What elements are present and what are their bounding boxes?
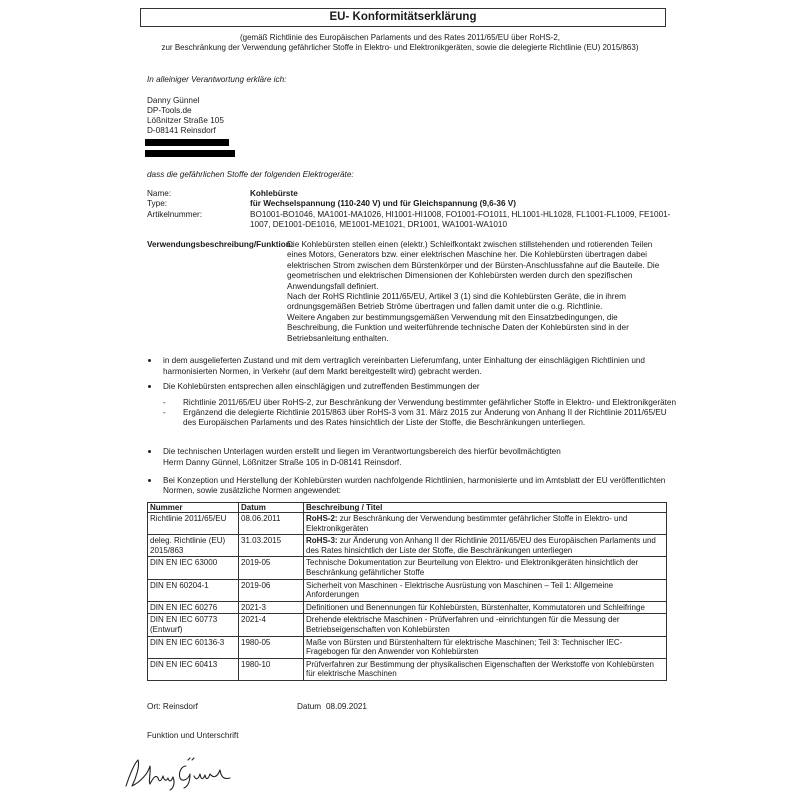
table-row bbox=[148, 579, 667, 601]
table-row bbox=[148, 636, 667, 658]
cell-number: DIN EN IEC 60276 bbox=[148, 601, 239, 614]
cell-date: 2021-3 bbox=[239, 601, 304, 614]
cell-date: 2019-05 bbox=[239, 557, 304, 579]
cell-number: deleg. Richtlinie (EU) 2015/863 bbox=[148, 535, 239, 557]
cell-title bbox=[304, 535, 667, 557]
place-text: Ort: Reinsdorf bbox=[147, 702, 198, 711]
statement-text: dass die gefährlichen Stoffe der folgenden Elektrogeräte: bbox=[147, 170, 354, 179]
table-row bbox=[148, 513, 667, 535]
table-header-row bbox=[148, 503, 667, 513]
date-label: Datum bbox=[297, 702, 322, 711]
cell-number: DIN EN IEC 60773 (Entwurf) bbox=[148, 614, 239, 636]
cell-date: 31.03.2015 bbox=[239, 535, 304, 557]
cell-date: 1980-10 bbox=[239, 658, 304, 680]
column-header-titel: Beschreibung / Titel bbox=[304, 503, 667, 513]
cell-title: Prüfverfahren zur Bestimmung der physikalischen Eigenschaften der Werkstoffe von Kohlebürsten für elektrische Maschinen bbox=[304, 658, 667, 680]
address-city: D-08141 Reinsdorf bbox=[147, 126, 216, 135]
cell-title: Maße von Bürsten und Bürstenhaltern für elektrische Maschinen; Teil 3: Technischer IEC-Fragebogen für den Anwender von Kohlebürsten bbox=[304, 636, 667, 658]
norms-table bbox=[147, 502, 667, 681]
table-row bbox=[148, 535, 667, 557]
redacted-block-2 bbox=[145, 150, 235, 157]
cell-title-bold: RoHS-2: bbox=[306, 514, 338, 523]
cell-number: DIN EN IEC 60413 bbox=[148, 658, 239, 680]
usage-line: Beschreibung, die Funktion und weiterführende technische Daten der Kohlebürsten sind in der bbox=[287, 323, 629, 333]
dash-item-2-line-1: Ergänzend die delegierte Richtlinie 2015/863 über RoHS-3 vom 31. März 2015 zur Änderung von Anhang II der Richtlinie 2011/65/EU bbox=[183, 408, 667, 417]
usage-line: Anwendungsfall definiert. bbox=[287, 281, 379, 291]
cell-date: 1980-05 bbox=[239, 636, 304, 658]
intro-text: In alleiniger Verantwortung erkläre ich: bbox=[147, 75, 287, 84]
article-label: Artikelnummer: bbox=[147, 210, 203, 219]
dash-marker: - bbox=[163, 398, 166, 407]
address-name: Danny Günnel bbox=[147, 96, 200, 105]
article-line-1: BO1001-BO1046, MA1001-MA1026, HI1001-HI1008, FO1001-FO1011, HL1001-HL1028, FL1001-FL1009, FE1001- bbox=[250, 210, 671, 219]
name-label: Name: bbox=[147, 189, 172, 198]
cell-number: DIN EN 60204-1 bbox=[148, 579, 239, 601]
subtitle-line-2: zur Beschränkung der Verwendung gefährlicher Stoffe in Elektro- und Elektronikgeräten, sowie die delegierte Richtlinie (EU) 2015/863) bbox=[161, 43, 639, 52]
redacted-block-1 bbox=[145, 139, 229, 146]
bullet-1-line-2: harmonisierten Normen, in Verkehr (auf dem Markt bereitgestellt wird) gebracht werden. bbox=[163, 367, 482, 376]
article-line-2: 1007, DE1001-DE1016, ME1001-ME1021, DR1001, WA1001-WA1010 bbox=[250, 220, 507, 229]
usage-line: ordnungsgemäßen Betrieb Ströme übertragen und fallen damit unter die o.g. Richtlinie. bbox=[287, 302, 603, 312]
cell-title bbox=[304, 513, 667, 535]
usage-line: geometrischen und elektrischen Dimensionen der Kohlebürsten werden durch den spezifischen bbox=[287, 271, 633, 281]
cell-number: Richtlinie 2011/65/EU bbox=[148, 513, 239, 535]
dash-item-1: Richtlinie 2011/65/EU über RoHS-2, zur Beschränkung der Verwendung bestimmter gefährlicher Stoffe in Elektro- und Elektronikgeräten bbox=[183, 398, 677, 407]
usage-line: eines Motors, Generators bzw. einer elektrischen Maschine her. Die Kohlebürsten übertragen dabei bbox=[287, 250, 647, 260]
type-value: für Wechselspannung (110-240 V) und für Gleichspannung (9,6-36 V) bbox=[250, 199, 516, 208]
cell-title-bold: RoHS-3: bbox=[306, 536, 338, 546]
usage-line: Nach der RoHS Richtlinie 2011/65/EU, Artikel 3 (1) sind die Kohlebürsten Geräte, die in ihrem bbox=[287, 292, 626, 302]
usage-line: Betriebsanleitung enthalten. bbox=[287, 333, 389, 343]
column-header-nummer: Nummer bbox=[148, 503, 239, 513]
dash-marker: - bbox=[163, 408, 166, 417]
usage-line: Die Kohlebürsten stellen einen (elektr.) Schleifkontakt zwischen stillstehenden und rotierenden Teilen bbox=[287, 240, 653, 249]
usage-line: elektrischen Strom zwischen dem Bürstenkörper und der Bürsten-Anschlussfahne auf die Bauteile. Die bbox=[287, 260, 660, 270]
cell-date: 2019-06 bbox=[239, 579, 304, 601]
bullet-4-line-2: Normen, sowie zusätzliche Normen angewendet: bbox=[163, 486, 341, 495]
cell-number: DIN EN IEC 60136-3 bbox=[148, 636, 239, 658]
cell-title: Technische Dokumentation zur Beurteilung von Elektro- und Elektronikgeräten hinsichtlich der Beschränkung gefährlicher Stoffe bbox=[304, 557, 667, 579]
bullet-3-line-1: Die technischen Unterlagen wurden erstellt und liegen im Verantwortungsbereich des hierfür bevollmächtigten bbox=[163, 447, 561, 456]
dash-item-2-line-2: des Europäischen Parlaments und des Rates hinsichtlich der Liste der Stoffe, die Beschränkungen unterliegen. bbox=[183, 418, 586, 427]
bullet-4-line-1: Bei Konzeption und Herstellung der Kohlebürsten wurden nachfolgende Richtlinien, harmonisierte und im Amtsblatt der EU veröffentlichten bbox=[163, 476, 666, 485]
document-title: EU- Konformitätserklärung bbox=[140, 8, 666, 27]
signature bbox=[120, 752, 240, 792]
bullet-2: Die Kohlebürsten entsprechen allen einschlägigen und zutreffenden Bestimmungen der bbox=[163, 382, 480, 391]
column-header-datum: Datum bbox=[239, 503, 304, 513]
cell-title: Definitionen und Benennungen für Kohlebürsten, Bürstenhalter, Kommutatoren und Schleifringe bbox=[304, 601, 667, 614]
cell-title-text: zur Beschränkung der Verwendung bestimmter gefährlicher Stoffe in Elektro- und Elektronikgeräten bbox=[306, 514, 628, 533]
function-signature-label: Funktion und Unterschrift bbox=[147, 731, 239, 740]
usage-label: Verwendungsbeschreibung/Funktion: bbox=[147, 240, 294, 249]
cell-date: 08.06.2011 bbox=[239, 513, 304, 535]
address-street: Lößnitzer Straße 105 bbox=[147, 116, 224, 125]
subtitle-line-1: (gemäß Richtlinie des Europäischen Parlaments und des Rates 2011/65/EU über RoHS-2, bbox=[239, 33, 561, 42]
cell-title: Sicherheit von Maschinen - Elektrische Ausrüstung von Maschinen – Teil 1: Allgemeine Anforderungen bbox=[304, 579, 667, 601]
cell-title: Drehende elektrische Maschinen - Prüfverfahren und -einrichtungen für die Messung der Betriebseigenschaften von Kohlebürsten bbox=[304, 614, 667, 636]
cell-title-text: zur Änderung von Anhang II der Richtlinie 2011/65/EU des Europäischen Parlaments und des Rates hinsichtlich der Liste der Stoffe, die Beschränkungen unterliegen bbox=[306, 536, 656, 555]
table-row bbox=[148, 614, 667, 636]
type-label: Type: bbox=[147, 199, 168, 208]
cell-date: 2021-4 bbox=[239, 614, 304, 636]
date-value: 08.09.2021 bbox=[326, 702, 367, 711]
bullet-3-line-2: Herrn Danny Günnel, Lößnitzer Straße 105 in D-08141 Reinsdorf. bbox=[163, 458, 402, 467]
table-row bbox=[148, 658, 667, 680]
cell-number: DIN EN IEC 63000 bbox=[148, 557, 239, 579]
bullet-1-line-1: in dem ausgelieferten Zustand und mit dem vertraglich vereinbarten Lieferumfang, unter Einhaltung der einschlägigen Richtlinien und bbox=[163, 356, 645, 365]
table-row bbox=[148, 557, 667, 579]
name-value: Kohlebürste bbox=[250, 189, 298, 198]
usage-line: Weitere Angaben zur bestimmungsgemäßen Verwendung mit den Einsatzbedingungen, die bbox=[287, 312, 618, 322]
usage-description bbox=[287, 240, 667, 344]
address-company: DP-Tools.de bbox=[147, 106, 192, 115]
table-row bbox=[148, 601, 667, 614]
